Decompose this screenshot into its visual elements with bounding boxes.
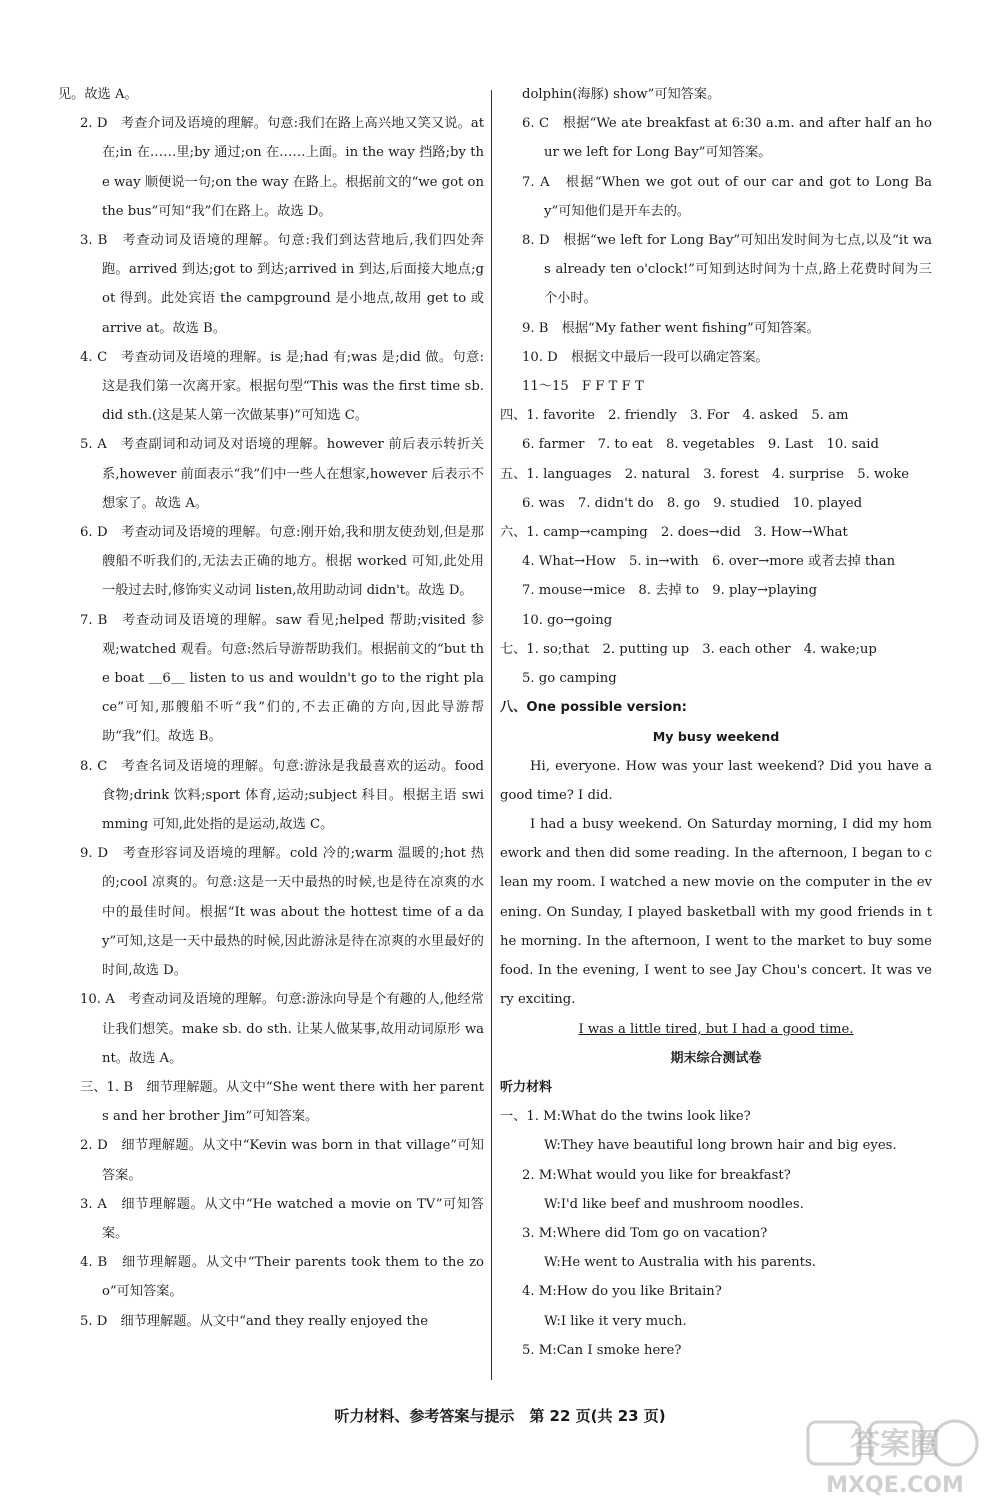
right-paragraph: 2. M:What would you like for breakfast? [522, 1167, 791, 1183]
right-column [500, 80, 932, 1365]
page-footer: 听力材料、参考答案与提示 第 22 页(共 23 页) [334, 1407, 666, 1425]
left-paragraph: 5. A 考查副词和动词及对语境的理解。however 前后表示转折关系,however 前面表示“我”们中一些人在想家,however 后表示不想家了。故选 A。 [80, 437, 484, 511]
right-paragraph: 7. A 根据“When we got out of our car and got to Long Bay”可知他们是开车去的。 [522, 174, 932, 219]
right-paragraph: W:He went to Australia with his parents. [544, 1255, 816, 1271]
left-paragraph: 5. D 细节理解题。从文中“and they really enjoyed the [80, 1313, 429, 1329]
left-paragraph: 4. C 考查动词及语境的理解。is 是;had 有;was 是;did 做。句意:这是我们第一次离开家。根据句型“This was the first time sb. did sth.(这是某人第一次做某事)”可知选 C。 [80, 349, 484, 424]
right-paragraph: 9. B 根据“My father went fishing”可知答案。 [522, 320, 820, 336]
essay-closing-line: I was a little tired, but I had a good time. [578, 1021, 854, 1037]
right-paragraph: W:I'd like beef and mushroom noodles. [544, 1196, 804, 1212]
right-paragraph: 10. go→going [522, 612, 613, 628]
right-paragraph: 4. What→How 5. in→with 6. over→more 或者去掉 than [522, 554, 896, 570]
left-paragraph: 2. D 细节理解题。从文中“Kevin was born in that village”可知答案。 [80, 1138, 484, 1183]
right-paragraph: dolphin(海豚) show”可知答案。 [522, 87, 721, 102]
right-paragraph: 听力材料 [500, 1079, 553, 1095]
left-column [58, 80, 484, 1336]
right-paragraph: 5. go camping [522, 671, 617, 687]
right-paragraph: 七、1. so;that 2. putting up 3. each other 4. wake;up [500, 641, 877, 657]
right-paragraph: 4. M:How do you like Britain? [522, 1284, 722, 1300]
left-paragraph: 三、1. B 细节理解题。从文中“She went there with her parents and her brother Jim”可知答案。 [80, 1079, 484, 1125]
right-paragraph: 一、1. M:What do the twins look like? [500, 1109, 751, 1125]
watermark-chars: 答案圈 [850, 1427, 940, 1462]
left-paragraph: 2. D 考查介词及语境的理解。句意:我们在路上高兴地又笑又说。at 在;in 在……里;by 通过;on 在……上面。in the way 挡路;by the way 顺便说一句;on the way 在路上。根据前文的“we got on the bus”可知“我”们在路上。故选 D。 [80, 116, 484, 219]
column-divider [491, 90, 492, 1380]
left-paragraph: 3. B 考查动词及语境的理解。句意:我们到达营地后,我们四处奔跑。arrived 到达;got to 到达;arrived in 到达,后面接大地点;got 得到。此处宾语 the campground 是小地点,故用 get to 或 arrive at。故选 B。 [80, 233, 484, 336]
right-paragraph: 10. D 根据文中最后一段可以确定答案。 [522, 349, 769, 365]
right-paragraph: 8. D 根据“we left for Long Bay”可知出发时间为七点,以及“it was already ten o'clock!”可知到达时间为十点,路上花费时间为三个小时。 [522, 233, 932, 307]
right-paragraph: W:I like it very much. [544, 1313, 687, 1329]
right-paragraph: 3. M:Where did Tom go on vacation? [522, 1225, 768, 1241]
right-paragraph: I had a busy weekend. On Saturday morning, I did my homework and then did some reading. In the afternoon, I began to clean my room. I watched a new movie on the computer in the evening. On Sunday, I played basketball with my good friends in the morning. In the afternoon, I went to the market to buy some food. In the evening, I went to see Jay Chou's concert. It was very exciting. [500, 817, 932, 1008]
left-paragraph: 9. D 考查形容词及语境的理解。cold 冷的;warm 温暖的;hot 热的;cool 凉爽的。句意:这是一天中最热的时候,也是待在凉爽的水中的最佳时间。根据“It was about the hottest time of a day”可知,这是一天中最热的时候,因此游泳是待在凉爽的水里最好的时间,故选 D。 [80, 846, 484, 979]
right-paragraph: My busy weekend [652, 729, 780, 745]
left-paragraph: 8. C 考查名词及语境的理解。句意:游泳是我最喜欢的运动。food 食物;drink 饮料;sport 体育,运动;subject 科目。根据主语 swimming 可知,此处指的是运动,故选 C。 [80, 758, 484, 833]
right-paragraph: 6. C 根据“We ate breakfast at 6:30 a.m. and after half an hour we left for Long Bay”可知答案。 [522, 116, 932, 161]
right-paragraph: 11～15 F F T F T [522, 379, 644, 395]
right-paragraph: 5. M:Can I smoke here? [522, 1342, 682, 1358]
watermark-logo [800, 1418, 990, 1498]
right-paragraph: 期末综合测试卷 [670, 1050, 762, 1066]
left-paragraph: 7. B 考查动词及语境的理解。saw 看见;helped 帮助;visited 参观;watched 观看。句意:然后导游帮助我们。根据前文的“but the boat ＿6＿ listen to us and wouldn't go to the right place”可知,那艘船不听“我”们的,不去正确的方向,因此导游帮助“我”们。故选 B。 [80, 612, 484, 745]
left-paragraph: 3. A 细节理解题。从文中“He watched a movie on TV”可知答案。 [80, 1196, 484, 1241]
left-paragraph: 6. D 考查动词及语境的理解。句意:刚开始,我和朋友使劲划,但是那艘船不听我们的,无法去正确的地方。根据 worked 可知,此处用一般过去时,修饰实义动词 listen,故用助动词 didn't。故选 D。 [80, 525, 484, 599]
watermark-domain: MXQE.COM [826, 1473, 964, 1498]
right-paragraph: 六、1. camp→camping 2. does→did 3. How→What [500, 525, 848, 541]
left-paragraph: 4. B 细节理解题。从文中“Their parents took them to the zoo”可知答案。 [80, 1255, 484, 1300]
right-paragraph [500, 1015, 932, 1044]
right-paragraph: 五、1. languages 2. natural 3. forest 4. surprise 5. woke [500, 466, 910, 482]
right-paragraph: 四、1. favorite 2. friendly 3. For 4. asked 5. am [500, 408, 849, 424]
right-paragraph: 7. mouse→mice 8. 去掉 to 9. play→playing [522, 583, 818, 599]
right-paragraph: 6. farmer 7. to eat 8. vegetables 9. Last 10. said [522, 437, 879, 453]
left-paragraph: 10. A 考查动词及语境的理解。句意:游泳向导是个有趣的人,他经常让我们想笑。make sb. do sth. 让某人做某事,故用动词原形 want。故选 A。 [80, 992, 484, 1066]
right-paragraph: 八、One possible version: [500, 700, 687, 716]
right-paragraph: W:They have beautiful long brown hair and big eyes. [544, 1138, 897, 1154]
left-paragraph: 见。故选 A。 [58, 87, 138, 102]
right-paragraph: 6. was 7. didn't do 8. go 9. studied 10. played [522, 495, 863, 511]
right-paragraph: Hi, everyone. How was your last weekend? Did you have a good time? I did. [500, 758, 932, 803]
